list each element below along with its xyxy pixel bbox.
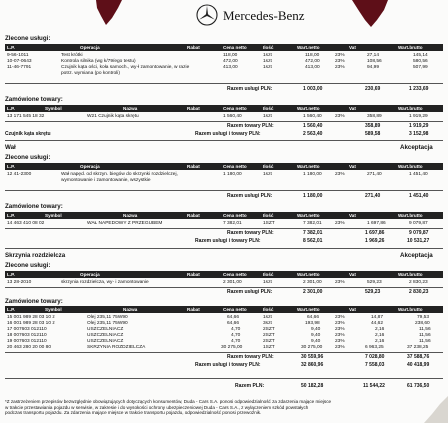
col-rabat: Rabat — [187, 45, 200, 50]
cell-symbol: 18 007603 012110 — [7, 333, 47, 338]
section-title-services: Zlecone usługi: — [5, 154, 51, 161]
col-rabat: Rabat — [187, 164, 200, 169]
col-operacja: Operacja — [80, 164, 100, 169]
col-ilosc: Ilość — [263, 45, 274, 50]
footnote-line: *Z zastrzeżeniem przepisów bezwzględnie obowiązujących dotyczących konsumentów, Duda - Cars S.A. ponosi odpowiedzialność za zdarzenia mające miejsce — [5, 399, 332, 404]
cell-wart-brutto: 145,14 — [413, 53, 428, 58]
cell-wart-netto: 193,98 — [305, 321, 320, 326]
cell-cena: 4,70 — [231, 333, 241, 338]
group-status: Akceptacja — [400, 144, 433, 151]
total-brutto: 1 233,69 — [409, 86, 429, 92]
cell-wart-netto: 472,00 — [305, 59, 320, 64]
cell-cena: 7 382,01 — [223, 221, 242, 226]
cell-vat: 23% — [335, 53, 345, 58]
total-netto: 8 562,01 — [303, 238, 323, 244]
section-title-parts: Zamówione towary: — [5, 298, 63, 305]
col-operacja: Operacja — [80, 272, 100, 277]
col-cena-netto: Cena netto — [223, 272, 247, 277]
cell-wart-brutto: 1 451,40 — [409, 172, 428, 177]
table-header-parts — [5, 105, 443, 112]
col-wart-brutto: Wart.brutto — [398, 164, 423, 169]
total-label: Razem usługi i towary PLN: — [195, 238, 261, 244]
cell-ilosc: 1SZT — [263, 221, 275, 226]
section-title-services: Zlecone usługi: — [5, 262, 51, 269]
cell-operacja: Kontrola silnika (wg k/79/ego testu) — [61, 59, 136, 64]
cell-vat: 23% — [335, 280, 345, 285]
col-wart-brutto: Wart.brutto — [398, 272, 423, 277]
col-lp: L.P. — [7, 45, 15, 50]
total-vat: 589,58 — [365, 131, 381, 137]
col-lp: L.P. — [7, 164, 15, 169]
col-ilosc: Ilość — [263, 307, 274, 312]
total-label: Razem usługi i towary PLN: — [195, 362, 261, 368]
col-lp: L.P. — [7, 272, 15, 277]
total-netto: 7 382,01 — [303, 230, 323, 236]
cell-operacja: skrzynia rozdzielcza, wy- i zamontowanie — [61, 280, 149, 285]
cell-nazwa: Olej 235,11 75W90 — [87, 321, 128, 326]
cell-cena: 4,70 — [231, 327, 241, 332]
cell-lp: 10-07-0643 — [7, 59, 32, 64]
cell-ilosc: 1szt — [263, 114, 272, 119]
cell-wart-brutto: 2 830,23 — [409, 280, 428, 285]
divider — [5, 190, 443, 191]
col-wart-netto: Wart.netto — [297, 106, 320, 111]
cell-wart-netto: 413,00 — [305, 65, 320, 70]
col-vat: Vat — [349, 307, 356, 312]
grand-total-label: Razem PLN: — [235, 383, 265, 389]
col-rabat: Rabat — [187, 307, 200, 312]
cell-vat-amount: 44,62 — [371, 321, 384, 326]
section-title-services: Zlecone usługi: — [5, 35, 51, 42]
cell-vat-amount: 2,16 — [375, 339, 385, 344]
scan-artifact-corner — [420, 396, 448, 423]
cell-vat-amount: 108,56 — [367, 59, 382, 64]
total-vat: 358,89 — [365, 123, 381, 129]
cell-vat: 23% — [335, 321, 345, 326]
total-brutto: 9 079,87 — [409, 230, 429, 236]
cell-wart-brutto: 37 238,25 — [407, 345, 429, 350]
red-stain-right — [350, 0, 390, 28]
group-title-skrzynia: Skrzynia rozdzielcza — [5, 252, 66, 259]
cell-cena: 118,00 — [223, 53, 238, 58]
section-title-parts: Zamówione towary: — [5, 203, 63, 210]
cell-vat-amount: 2,16 — [375, 327, 385, 332]
cell-vat: 23% — [335, 315, 345, 320]
group-status: Akceptacja — [400, 252, 433, 259]
divider — [5, 228, 443, 229]
total-netto: 30 559,96 — [301, 354, 324, 360]
group-title-wal: Wał — [5, 144, 16, 151]
total-vat: 529,23 — [365, 289, 381, 295]
cell-vat: 23% — [335, 333, 345, 338]
cell-vat: 23% — [335, 339, 345, 344]
cell-ilosc: 1szt — [263, 59, 272, 64]
total-label: Razem usługi PLN: — [227, 193, 273, 199]
cell-wart-brutto: 238,60 — [415, 321, 430, 326]
cell-wart-netto: 2 301,00 — [303, 280, 322, 285]
table-header-services — [5, 44, 443, 51]
col-ilosc: Ilość — [263, 106, 274, 111]
cell-wart-brutto: 580,56 — [413, 59, 428, 64]
total-vat: 7 558,03 — [365, 362, 385, 368]
cell-vat-amount: 2,16 — [375, 333, 385, 338]
col-ilosc: Ilość — [263, 272, 274, 277]
cell-vat: 23% — [335, 221, 345, 226]
cell-cena: 1 560,40 — [223, 114, 242, 119]
total-netto: 32 860,96 — [301, 362, 324, 368]
col-cena-netto: Cena netto — [223, 307, 247, 312]
cell-vat-amount: 271,40 — [367, 172, 382, 177]
total-brutto: 40 418,99 — [407, 362, 430, 368]
cell-symbol: 16 001 989 28 03 10 z — [7, 321, 55, 326]
total-vat: 7 028,80 — [365, 354, 385, 360]
cell-wart-netto: 64,66 — [307, 315, 320, 320]
cell-wart-brutto: 507,99 — [413, 65, 428, 70]
cell-ilosc: 2SZT — [263, 339, 275, 344]
col-lp: L.P. — [7, 307, 15, 312]
cell-vat: 23% — [335, 345, 345, 350]
col-operacja: Operacja — [80, 45, 100, 50]
col-wart-brutto: Wart.brutto — [398, 106, 423, 111]
red-stain-left — [92, 0, 124, 26]
divider — [5, 248, 443, 249]
total-brutto: 37 588,76 — [407, 354, 430, 360]
col-wart-netto: Wart.netto — [297, 272, 320, 277]
cell-wart-netto: 9,40 — [311, 327, 321, 332]
cell-wart-brutto: 11,56 — [419, 333, 431, 338]
col-symbol: Symbol — [45, 106, 62, 111]
cell-lp: 12 41-2300 — [7, 172, 32, 177]
total-label: Razem towary PLN: — [227, 123, 274, 129]
brand-header — [196, 4, 346, 26]
col-lp: L.P. — [7, 213, 15, 218]
cell-wart-netto: 9,40 — [311, 333, 321, 338]
divider — [5, 287, 443, 288]
cell-nazwa: USZCZELNIACZ — [87, 333, 124, 338]
cell-ilosc: 1szt — [263, 280, 272, 285]
col-wart-brutto: Wart.brutto — [398, 213, 423, 218]
cell-symbol: 20 463 280 20 00 80 — [7, 345, 52, 350]
cell-vat: 23% — [335, 65, 345, 70]
col-vat: Vat — [349, 45, 356, 50]
cell-lp: 11-46-7791 — [7, 65, 32, 70]
cell-wart-netto: 9,40 — [311, 339, 321, 344]
cell-wart-netto: 1 180,00 — [303, 172, 322, 177]
cell-wart-brutto: 79,53 — [417, 315, 430, 320]
cell-nazwa: WAŁ NAPEDOWY Z PRZEGUBEM — [87, 221, 163, 226]
table-header-services — [5, 271, 443, 278]
cell-ilosc: 2SZT — [263, 327, 275, 332]
cell-cena: 413,00 — [223, 65, 238, 70]
col-wart-netto: Wart.netto — [297, 307, 320, 312]
cell-wart-netto: 30 275,00 — [301, 345, 323, 350]
col-vat: Vat — [349, 272, 356, 277]
col-vat: Vat — [349, 164, 356, 169]
group-label: Czujnik kąta skrętu — [5, 131, 51, 137]
total-label: Razem usługi PLN: — [227, 289, 273, 295]
cell-vat-amount: 94,99 — [367, 65, 380, 70]
total-brutto: 1 451,40 — [409, 193, 429, 199]
cell-cena: 30 275,00 — [221, 345, 243, 350]
table-header-parts — [5, 212, 443, 219]
cell-cena: 472,00 — [223, 59, 238, 64]
cell-vat: 23% — [335, 327, 345, 332]
cell-wart-netto: 118,00 — [305, 53, 320, 58]
col-rabat: Rabat — [187, 106, 200, 111]
total-label: Razem usługi i towary PLN: — [195, 131, 261, 137]
total-netto: 1 180,00 — [303, 193, 323, 199]
total-label: Razem towary PLN: — [227, 354, 274, 360]
col-nazwa: Nazwa — [123, 307, 138, 312]
cell-ilosc: 2SZT — [263, 333, 275, 338]
cell-wart-netto: 1 560,40 — [303, 114, 322, 119]
cell-vat-amount: 6 963,25 — [365, 345, 384, 350]
total-label: Razem towary PLN: — [227, 230, 274, 236]
cell-nazwa: USZCZELNIACZ — [87, 339, 124, 344]
col-cena-netto: Cena netto — [223, 106, 247, 111]
cell-vat-amount: 27,14 — [367, 53, 380, 58]
col-cena-netto: Cena netto — [223, 45, 247, 50]
divider — [5, 378, 443, 379]
table-header-parts — [5, 306, 443, 313]
cell-vat: 23% — [335, 114, 345, 119]
col-wart-netto: Wart.netto — [297, 45, 320, 50]
cell-symbol: 17 007603 012110 — [7, 327, 47, 332]
col-symbol: Symbol — [45, 307, 62, 312]
cell-symbol: 13 171 545 18 32 — [7, 114, 45, 119]
col-wart-netto: Wart.netto — [297, 164, 320, 169]
col-cena-netto: Cena netto — [223, 164, 247, 169]
cell-cena: 64,66 — [227, 321, 240, 326]
total-brutto: 10 531,27 — [407, 238, 430, 244]
divider — [5, 121, 443, 122]
cell-wart-brutto: 9 079,87 — [409, 221, 428, 226]
divider — [5, 83, 443, 84]
divider — [5, 352, 443, 353]
cell-cena: 2 301,00 — [223, 280, 242, 285]
total-vat: 1 969,26 — [365, 238, 385, 244]
col-ilosc: Ilość — [263, 164, 274, 169]
cell-cena: 1 180,00 — [223, 172, 242, 177]
col-nazwa: Nazwa — [123, 213, 138, 218]
col-ilosc: Ilość — [263, 213, 274, 218]
cell-lp: 13 28-2010 — [7, 280, 32, 285]
cell-ilosc: 1szt — [263, 172, 272, 177]
total-vat: 271,40 — [365, 193, 381, 199]
col-cena-netto: Cena netto — [223, 213, 247, 218]
cell-symbol: 14 463 410 08 02 — [7, 221, 45, 226]
table-header-services — [5, 163, 443, 170]
cell-nazwa: SKRZYNIA ROZDZIELCZA — [87, 345, 146, 350]
cell-nazwa: Olej 235,11 75W90 — [87, 315, 128, 320]
grand-total-brutto: 61 736,50 — [407, 383, 430, 389]
section-title-parts: Zamówione towary: — [5, 96, 63, 103]
mercedes-star-logo-icon — [196, 4, 218, 26]
total-vat: 230,69 — [365, 86, 381, 92]
col-wart-netto: Wart.netto — [297, 213, 320, 218]
grand-total-vat: 11 544,22 — [363, 383, 385, 389]
total-label: Razem usługi PLN: — [227, 86, 273, 92]
cell-ilosc: 1szt — [263, 315, 272, 320]
col-nazwa: Nazwa — [123, 106, 138, 111]
cell-operacja: Test krótki — [61, 53, 83, 58]
cell-cena: 4,70 — [231, 339, 241, 344]
total-netto: 1 560,40 — [303, 123, 323, 129]
total-vat: 1 697,86 — [365, 230, 385, 236]
footnote-line: podczas transportu pojazdu. Za zdarzenia mające miejsce w trakcie transportu pojazdu, odpowiedzialność ponosi przewoźnik. — [5, 410, 262, 416]
total-netto: 2 563,40 — [303, 131, 323, 137]
legal-footnote — [5, 399, 415, 416]
brand-name: Mercedes-Benz — [223, 8, 305, 23]
cell-cena: 64,66 — [227, 315, 240, 320]
cell-wart-netto: 7 382,01 — [303, 221, 322, 226]
cell-symbol: 15 001 989 28 03 10 z — [7, 315, 55, 320]
cell-ilosc: 1SZT — [263, 345, 275, 350]
cell-vat-amount: 529,23 — [367, 280, 382, 285]
col-vat: Vat — [349, 213, 356, 218]
cell-nazwa: USZCZELNIACZ — [87, 327, 124, 332]
cell-wart-brutto: 1 919,29 — [409, 114, 428, 119]
col-rabat: Rabat — [187, 213, 200, 218]
cell-ilosc: 1szt — [263, 65, 272, 70]
total-brutto: 1 919,29 — [409, 123, 429, 129]
col-vat: Vat — [349, 106, 356, 111]
col-symbol: Symbol — [45, 213, 62, 218]
total-netto: 2 301,00 — [303, 289, 323, 295]
col-lp: L.P. — [7, 106, 15, 111]
cell-vat: 23% — [335, 172, 345, 177]
cell-vat-amount: 14,87 — [371, 315, 384, 320]
cell-vat-amount: 1 697,86 — [367, 221, 386, 226]
cell-operacja: Wał napęd. od skrzyn. biegów do skrzynki rozdzielczej, wymontowanie i zamontowanie, wszystkie — [61, 172, 178, 183]
total-brutto: 2 830,23 — [409, 289, 429, 295]
cell-ilosc: 1szt — [263, 53, 272, 58]
grand-total-netto: 50 182,28 — [301, 383, 324, 389]
col-wart-brutto: Wart.brutto — [398, 307, 423, 312]
cell-nazwa: W21 Czujnik kąta skrętu — [87, 114, 139, 119]
footnote-line: w trakcie przestawiania pojazdu w serwisie, w zakresie i do wysokości ochrony ubezpieczeniowej Duda - Cars S.A., z wyłączeniem szkód powstałych — [5, 404, 309, 410]
cell-wart-brutto: 11,56 — [419, 327, 431, 332]
total-netto: 1 003,00 — [303, 86, 323, 92]
cell-wart-brutto: 11,56 — [419, 339, 431, 344]
cell-symbol: 19 007603 012110 — [7, 339, 47, 344]
col-rabat: Rabat — [187, 272, 200, 277]
divider — [5, 140, 443, 141]
cell-lp: 9-56-1011 — [7, 53, 29, 58]
col-wart-brutto: Wart.brutto — [398, 45, 423, 50]
total-brutto: 3 152,98 — [409, 131, 429, 137]
cell-operacja: Czujnik kąta ości, koła samoch., wy-ł zamontowanie, w razie potrz. wymiana (po kontroli) — [61, 65, 190, 76]
cell-ilosc: 3szt — [263, 321, 272, 326]
cell-vat-amount: 358,89 — [367, 114, 382, 119]
cell-vat: 23% — [335, 59, 345, 64]
